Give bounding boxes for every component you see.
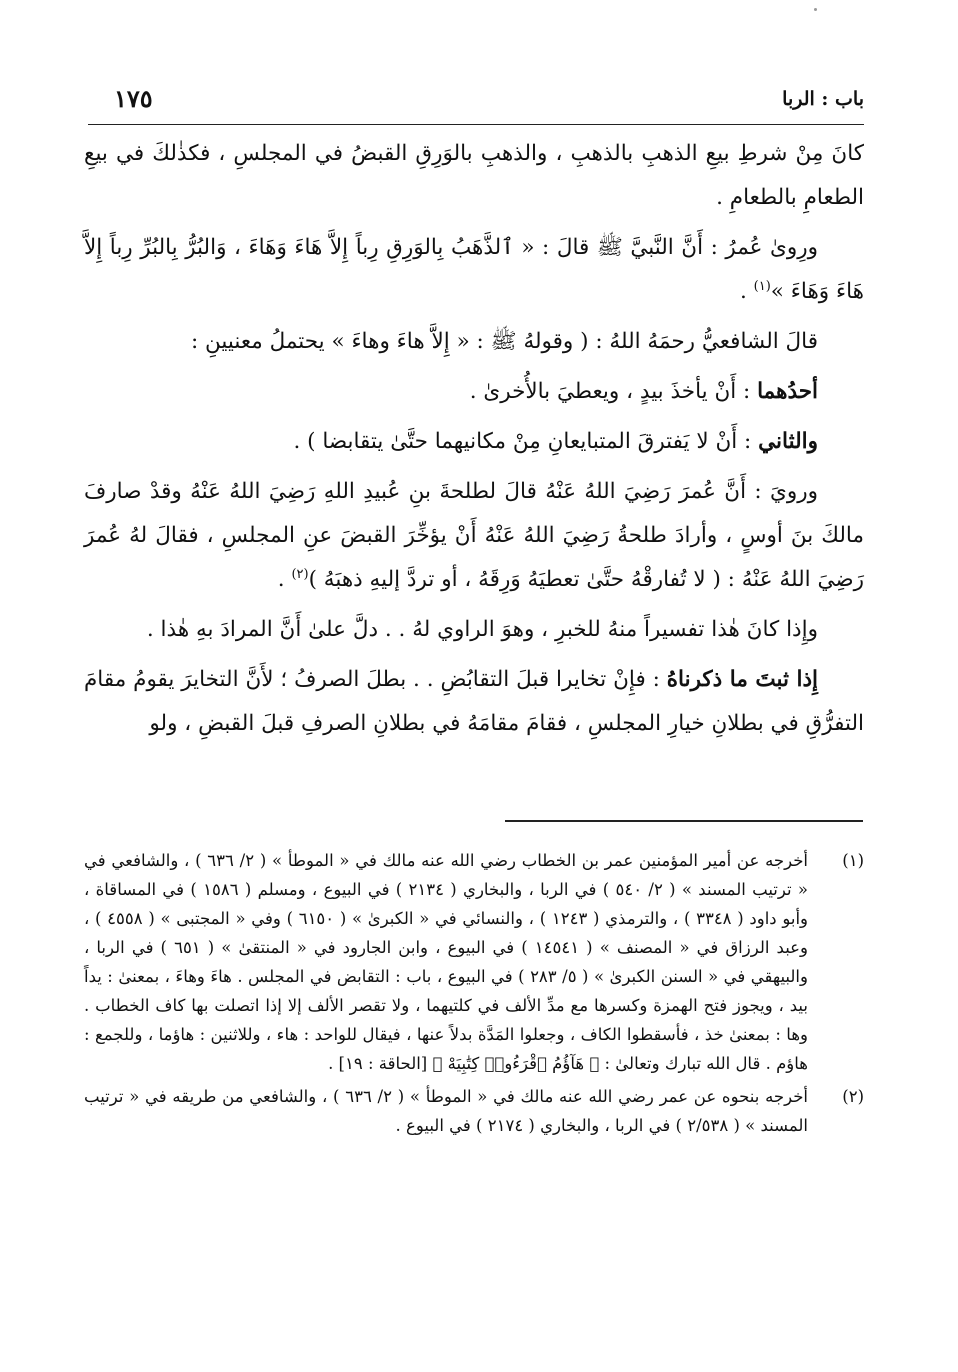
paragraph-1: كانَ مِنْ شرطِ بيعِ الذهبِ بالذهبِ ، والذهبِ بالوَرِقِ القبضُ في المجلسِ ، فكذٰلكَ في بيعِ الطعامِ بالطعامِ . [84,141,864,210]
footnotes [84,846,864,1144]
scan-speck [814,8,817,11]
footnote-text: أخرجه عن أمير المؤمنين عمر بن الخطاب رضي الله عنه مالك في « الموطأ » ( ٢/ ٦٣٦ ) ، والشافعي في « ترتيب المسند » ( ٢/ ٥٤٠ ) في الربا ، والبخاري ( ٢١٣٤ ) في البيوع ، ومسلم ( ١٥٨٦ ) في المساقاة ، وأبو داود ( ٣٣٤٨ ) ، والترمذي ( ١٢٤٣ ) ، والنسائي في « الكبرىٰ » ( ٦١٥٠ ) وفي « المجتبى » ( ٤٥٥٨ ) ، وعبد الرزاق في « المصنف » ( ١٤٥٤١ ) في البيوع ، وابن الجارود في « المنتقىٰ » ( ٦٥١ ) في الربا ، والبيهقي في « السنن الكبرىٰ » ( ٥/ ٢٨٣ ) في البيوع ، باب : التقابض في المجلس . هاءَ وهاءَ ، بمعنىٰ : يداً بيد ، ويجوز فتح الهمزة وكسرها مع مدِّ الألف في كلتيهما ، ولا تقصر الألف إلا إذا اتصلت بها كاف الخطاب . وها : بمعنىٰ خذ ، فأسقطوا الكاف ، وجعلوا المَدَّة بدلاً عنها ، فيقال للواحد : هاء ، وللاثنين : هاؤما ، وللجمع : هاؤم . قال الله تبارك وتعالىٰ : ﴿ هَآؤُمُ ٱقْرَءُوا۟ كِتَٰبِيَهْ ﴾ [الحاقة : ١٩] . [84,851,809,1073]
paragraph-end: . [739,279,754,304]
term-first-text: : أَنْ يأخذَ بيدٍ ، ويعطيَ بالأُخرىٰ . [469,379,758,404]
term-first: أحدُهما [757,379,818,404]
footnote-ref-1: (١) [753,278,771,294]
footnote-number: (١) [842,851,864,870]
chapter-title: باب : الربا [782,88,864,110]
footnote [84,846,864,1078]
footnote [84,1082,864,1140]
footnote-number: (٢) [842,1087,864,1106]
main-text [84,132,864,752]
footnote-text: أخرجه بنحوه عن عمر رضي الله عنه مالك في « الموطأ » ( ٢/ ٦٣٦ ) ، والشافعي من طريقه في « ترتيب المسند » ( ٢/٥٣٨ ) في الربا ، والبخاري ( ٢١٧٤ ) في البيوع . [84,1087,808,1135]
paragraph-7: وإِذا كانَ هٰذا تفسيراً منهُ للخبرِ ، وهوَ الراوي لهُ . . دلَّ علىٰ أَنَّ المرادَ بهِ هٰذا . [146,617,818,642]
footnote-separator [505,820,863,822]
paragraph-5 [84,420,864,464]
paragraph-2 [84,226,864,314]
section-lead: إِذا ثبتَ ما ذكرناهُ [666,667,818,692]
paragraph-4 [84,370,864,414]
paragraph-3: قالَ الشافعيُّ رحمَهُ اللهُ : ( وقولهُ ﷺ : « إِلاَّ هاءَ وهاءَ » يحتملُ معنيينِ : [190,329,818,354]
paragraph-6 [84,470,864,602]
section-text: : فإِنْ تخايرا قبلَ التقابُضِ . . بطلَ الصرفُ ؛ لأَنَّ التخايرَ يقومُ مقامَ التفرُّقِ في بطلانِ خيارِ المجلسِ ، فقامَ مقامَهُ في بطلانِ الصرفِ قبلَ القبضِ ، ولو [84,667,864,736]
term-second-text: : أَنْ لا يَفترقَ المتبايعانِ مِنْ مكانيهما حتَّىٰ يتقابضا ) . [293,429,759,454]
narration-text: ورويَ : أَنَّ عُمرَ رَضِيَ اللهُ عَنْهُ قالَ لطلحةَ بنِ عُبيدِ اللهِ رَضِيَ اللهُ عَنْهُ وقدْ صارفَ مالكَ بنَ أوسٍ ، وأرادَ طلحةُ رَضِيَ اللهُ عَنْهُ أَنْ يؤخِّرَ القبضَ عنِ المجلسِ ، فقالَ لهُ عُمرَ رَضِيَ اللهُ عَنْهُ : ( لا تُفارقْهُ حتَّىٰ تعطيَهُ وَرِقَهُ ، أو تردَّ إليهِ ذهبَهُ ) [84,479,864,592]
footnote-ref-2: (٢) [291,566,309,582]
paragraph-end: . [277,567,292,592]
term-second: والثاني [758,429,818,454]
page-header [88,84,864,125]
hadith-text: ورِوىٰ عُمرُ : أَنَّ النَّبيَّ ﷺ قالَ : « ٱلذَّهَبُ بِالوَرِقِ رِباً إِلاَّ هَاءَ وَهَاءَ ، وَالبُرُّ بِالبُرِّ رِباً إِلاَّ هَاءَ وَهَاءَ » [84,235,864,304]
paragraph-8 [84,658,864,746]
page-number: ١٧٥ [114,84,153,113]
